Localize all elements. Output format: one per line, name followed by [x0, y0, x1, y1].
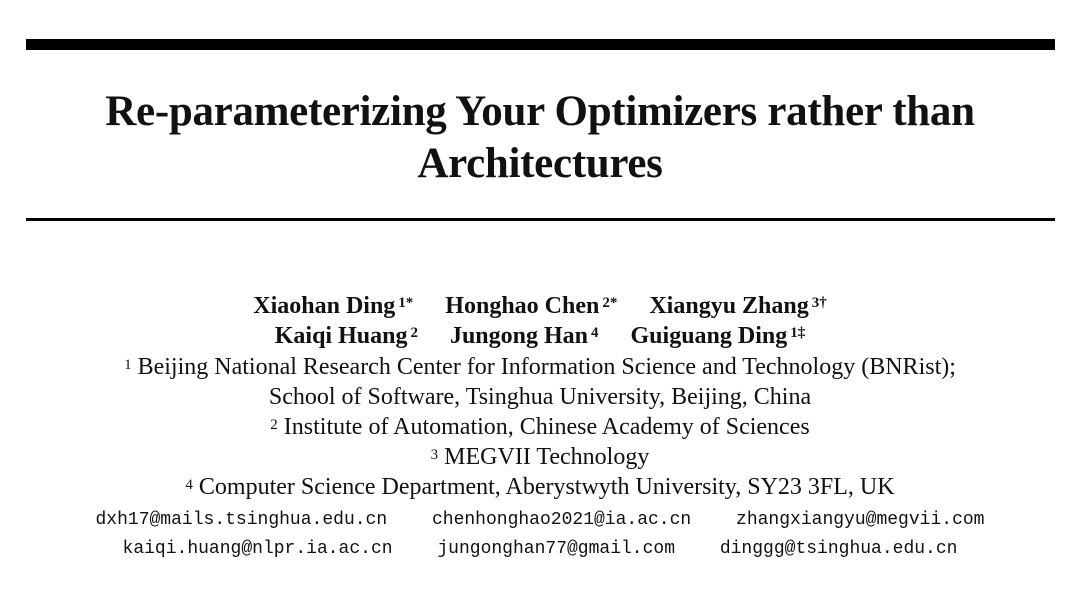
- author-affiliation-mark: 2: [410, 325, 418, 341]
- author-affiliation-mark: 1‡: [790, 325, 806, 341]
- email-address: zhangxiangyu@megvii.com: [736, 510, 985, 530]
- author-affiliation-mark: 3†: [811, 295, 827, 311]
- email-address: jungonghan77@gmail.com: [437, 539, 676, 559]
- author-block: [0, 291, 1080, 351]
- author-name: Xiaohan Ding: [253, 293, 396, 319]
- email-address: kaiqi.huang@nlpr.ia.ac.cn: [122, 539, 393, 559]
- author-affiliation-mark: 2*: [602, 295, 618, 311]
- author-affiliation-mark: 4: [591, 325, 599, 341]
- email-row: [0, 506, 1080, 535]
- author-row: [0, 321, 1080, 351]
- affiliation-number: 3: [430, 447, 439, 463]
- email-address: dinggg@tsinghua.edu.cn: [719, 539, 958, 559]
- title-bottom-rule: [26, 218, 1055, 221]
- affiliation-text: Institute of Automation, Chinese Academy of Sciences: [283, 414, 810, 440]
- paper-title: [0, 86, 1080, 190]
- email-address: dxh17@mails.tsinghua.edu.cn: [95, 510, 388, 530]
- email-address: chenhonghao2021@ia.ac.cn: [431, 510, 692, 530]
- author-name: Kaiqi Huang: [274, 323, 408, 349]
- author-name: Honghao Chen: [445, 293, 600, 319]
- author-name: Jungong Han: [449, 323, 589, 349]
- author: [450, 321, 599, 351]
- author-name: Xiangyu Zhang: [649, 293, 809, 319]
- author-affiliation-mark: 1*: [398, 295, 414, 311]
- affiliation-line: [0, 382, 1080, 412]
- author: [649, 291, 826, 321]
- author: [253, 291, 413, 321]
- title-top-rule: [26, 39, 1055, 50]
- author: [445, 291, 617, 321]
- author-name: Guiguang Ding: [630, 323, 788, 349]
- affiliation-line: [0, 472, 1080, 502]
- author: [631, 321, 806, 351]
- affiliation-text: MEGVII Technology: [444, 444, 650, 470]
- email-block: [0, 506, 1080, 564]
- affiliation-block: [0, 352, 1080, 502]
- title-line-1: Re-parameterizing Your Optimizers rather than: [105, 88, 975, 135]
- affiliation-text: Computer Science Department, Aberystwyth University, SY23 3FL, UK: [198, 474, 895, 500]
- affiliation-number: 4: [185, 477, 193, 493]
- affiliation-text: School of Software, Tsinghua University, Beijing, China: [268, 384, 812, 410]
- affiliation-line: [0, 352, 1080, 382]
- affiliation-number: 2: [270, 417, 278, 433]
- author-row: [0, 291, 1080, 321]
- affiliation-number: 1: [124, 357, 132, 373]
- affiliation-line: [0, 442, 1080, 472]
- title-line-2: Architectures: [417, 140, 663, 187]
- author: [275, 321, 418, 351]
- affiliation-line: [0, 412, 1080, 442]
- affiliation-text: Beijing National Research Center for Information Science and Technology (BNRist);: [137, 354, 956, 380]
- email-row: [0, 535, 1080, 564]
